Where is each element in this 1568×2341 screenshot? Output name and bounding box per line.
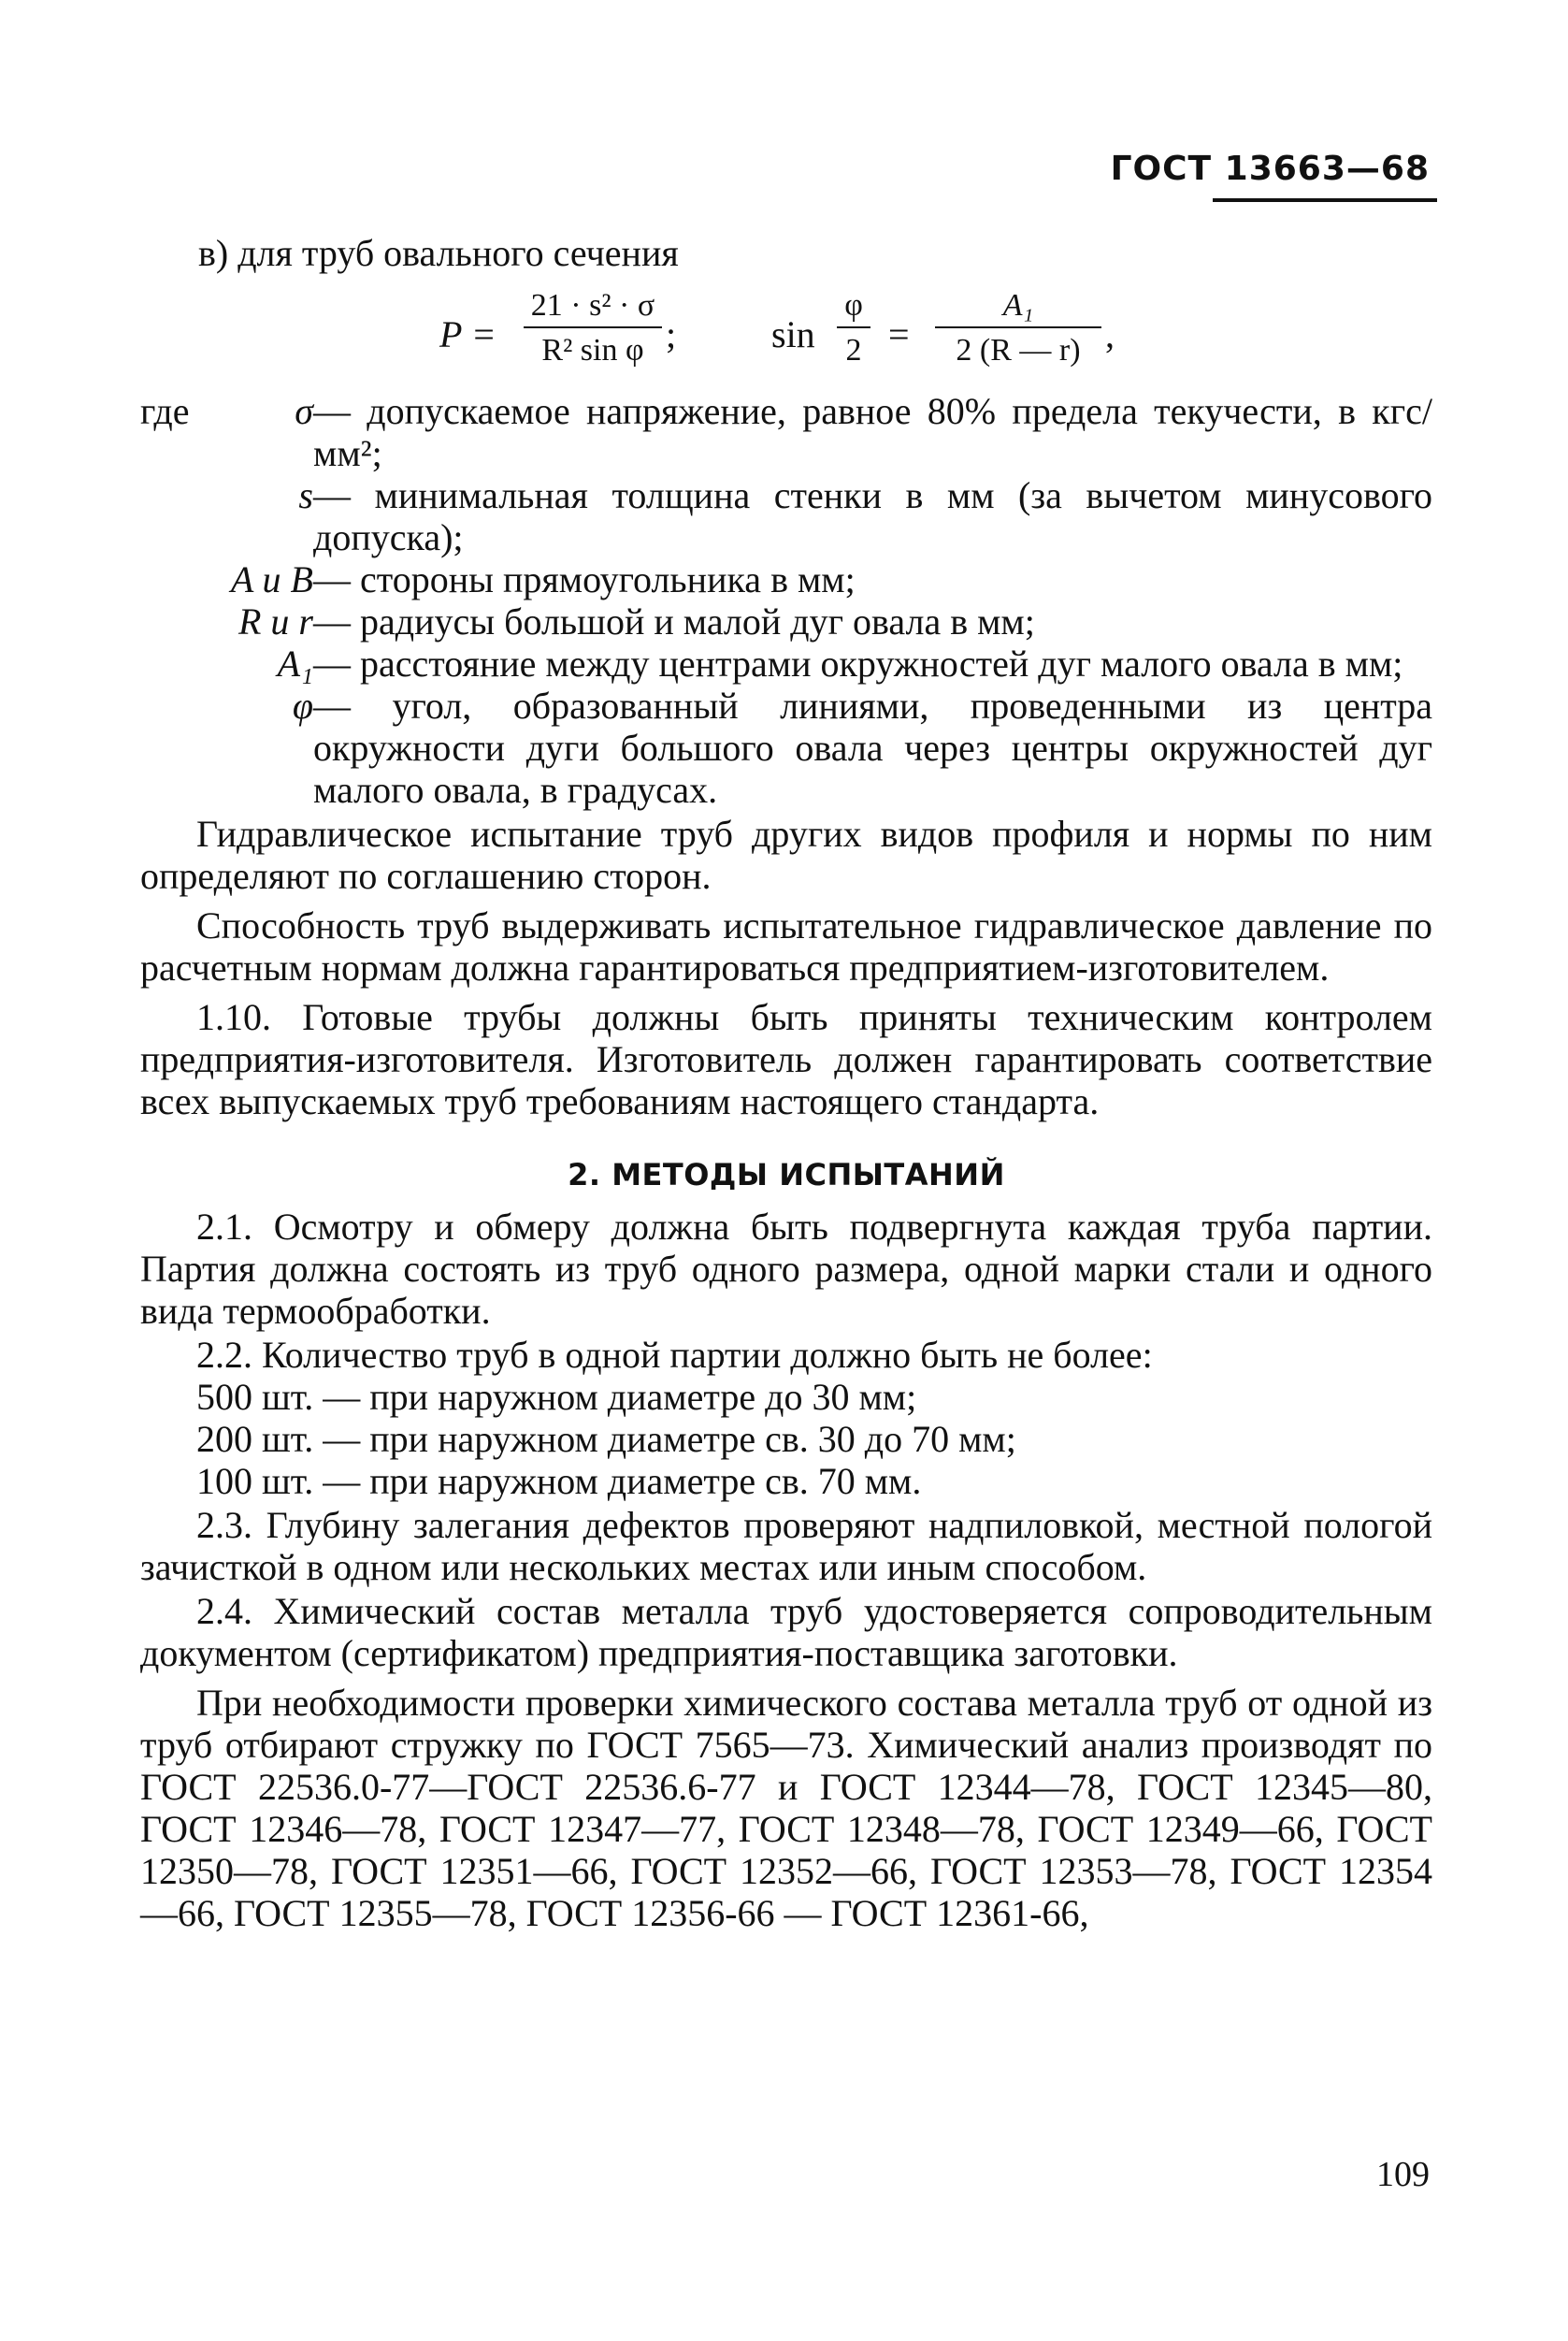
definition-text: — расстояние между центрами окружностей дуг малого овала в мм; bbox=[313, 643, 1403, 685]
oval-section-intro: в) для труб овального сечения bbox=[198, 232, 679, 274]
formula-numerator: φ bbox=[844, 288, 863, 323]
definition-key bbox=[140, 390, 313, 432]
fraction-bar bbox=[524, 326, 662, 328]
paragraph-pressure-guarantee: Способность труб выдерживать испытательное гидравлическое давление по расчетным нормам должна гарантироваться предприятием-изготовителем. bbox=[140, 904, 1432, 989]
paragraph-chemical-analysis: При необходимости проверки химического состава металла труб от одной из труб отбирают стружку по ГОСТ 7565—73. Химический анализ производят по ГОСТ 22536.0-77—ГОСТ 22536.6-77 и ГОСТ 12344—78, ГОСТ 12345—80, ГОСТ 12346—78, ГОСТ 12347—77, ГОСТ 12348—78, ГОСТ 12349—66, ГОСТ 12350—78, ГОСТ 12351—66, ГОСТ 12352—66, ГОСТ 12353—78, ГОСТ 12354—66, ГОСТ 12355—78, ГОСТ 12356-66 — ГОСТ 12361-66, bbox=[140, 1682, 1432, 1934]
definition-row bbox=[140, 643, 1432, 685]
definition-symbol: s bbox=[298, 474, 313, 516]
formula-sin: sin bbox=[771, 313, 815, 355]
definition-row bbox=[140, 600, 1432, 643]
definition-text: — допускаемое напряжение, равное 80% предела текучести, в кгс/мм²; bbox=[313, 390, 1432, 474]
formula-denominator: R² sin φ bbox=[541, 333, 644, 368]
paragraph-hydraulic-test: Гидравлическое испытание труб других видов профиля и нормы по ним определяют по соглашению сторон. bbox=[140, 813, 1432, 897]
oval-pressure-formula bbox=[140, 280, 1432, 381]
formula-fraction-pressure bbox=[524, 287, 662, 369]
header-rule bbox=[1213, 198, 1437, 202]
formula-equals: = bbox=[888, 313, 910, 355]
page-content bbox=[140, 224, 1432, 1934]
formula-denominator: 2 bbox=[845, 333, 862, 368]
definition-key bbox=[140, 643, 313, 685]
list-item: 500 шт. — при наружном диаметре до 30 мм; bbox=[196, 1376, 917, 1418]
definition-symbol: A₁ bbox=[277, 643, 313, 685]
formula-lhs: P = bbox=[439, 313, 496, 355]
standard-code-header: ГОСТ 13663—68 bbox=[1110, 150, 1430, 188]
fraction-bar bbox=[837, 326, 870, 328]
fraction-bar bbox=[935, 326, 1101, 328]
definition-text: — стороны прямоугольника в мм; bbox=[313, 558, 856, 600]
definition-key bbox=[140, 600, 313, 643]
definition-key bbox=[140, 558, 313, 600]
definition-row bbox=[140, 390, 1432, 474]
formula-numerator: 21 · s² · σ bbox=[530, 288, 655, 323]
definition-symbol: σ bbox=[295, 390, 313, 432]
formula-separator: ; bbox=[666, 313, 677, 355]
paragraph-2-1: 2.1. Осмотру и обмеру должна быть подвергнута каждая труба партии. Партия должна состоять из труб одного размера, одной марки стали и одного вида термообработки. bbox=[140, 1206, 1432, 1332]
definition-key bbox=[140, 685, 313, 727]
definition-symbol: φ bbox=[292, 685, 313, 727]
paragraph-2-2: 2.2. Количество труб в одной партии должно быть не более: bbox=[196, 1334, 1153, 1376]
formula-fraction-sine bbox=[935, 287, 1101, 369]
symbol-definitions bbox=[140, 390, 1432, 811]
page-number: 109 bbox=[1376, 2155, 1430, 2194]
definition-text: — радиусы большой и малой дуг овала в мм; bbox=[313, 600, 1035, 643]
definition-text: — угол, образованный линиями, проведенными из центра окружности дуги большого овала через центры окружностей дуг малого овала, в градусах. bbox=[313, 685, 1432, 811]
formula-numerator: A₁ bbox=[1002, 288, 1034, 323]
paragraph-1-10: 1.10. Готовые трубы должны быть приняты техническим контролем предприятия-изготовителя. Изготовитель должен гарантировать соответствие всех выпускаемых труб требованиям настоящего стандарта. bbox=[140, 996, 1432, 1122]
list-item: 100 шт. — при наружном диаметре св. 70 мм. bbox=[196, 1460, 922, 1502]
definition-row bbox=[140, 474, 1432, 558]
formula-denominator: 2 (R — r) bbox=[956, 333, 1081, 368]
list-item: 200 шт. — при наружном диаметре св. 30 до 70 мм; bbox=[196, 1418, 1016, 1460]
paragraph-2-3: 2.3. Глубину залегания дефектов проверяют надпиловкой, местной пологой зачисткой в одном или нескольких местах или иным способом. bbox=[140, 1504, 1432, 1588]
definition-text: — минимальная толщина стенки в мм (за вычетом минусового допуска); bbox=[313, 474, 1432, 558]
definition-row bbox=[140, 685, 1432, 811]
paragraph-2-4: 2.4. Химический состав металла труб удостоверяется сопроводительным документом (сертификатом) предприятия-поставщика заготовки. bbox=[140, 1590, 1432, 1674]
definition-key bbox=[140, 474, 313, 516]
definition-symbol: A и B bbox=[230, 558, 313, 600]
section-title: 2. МЕТОДЫ ИСПЫТАНИЙ bbox=[568, 1157, 1005, 1192]
definition-symbol: R и r bbox=[238, 600, 313, 643]
definition-row bbox=[140, 558, 1432, 600]
formula-fraction-angle bbox=[837, 287, 870, 369]
definition-prefix: где bbox=[140, 390, 190, 432]
formula-end: , bbox=[1105, 313, 1115, 355]
